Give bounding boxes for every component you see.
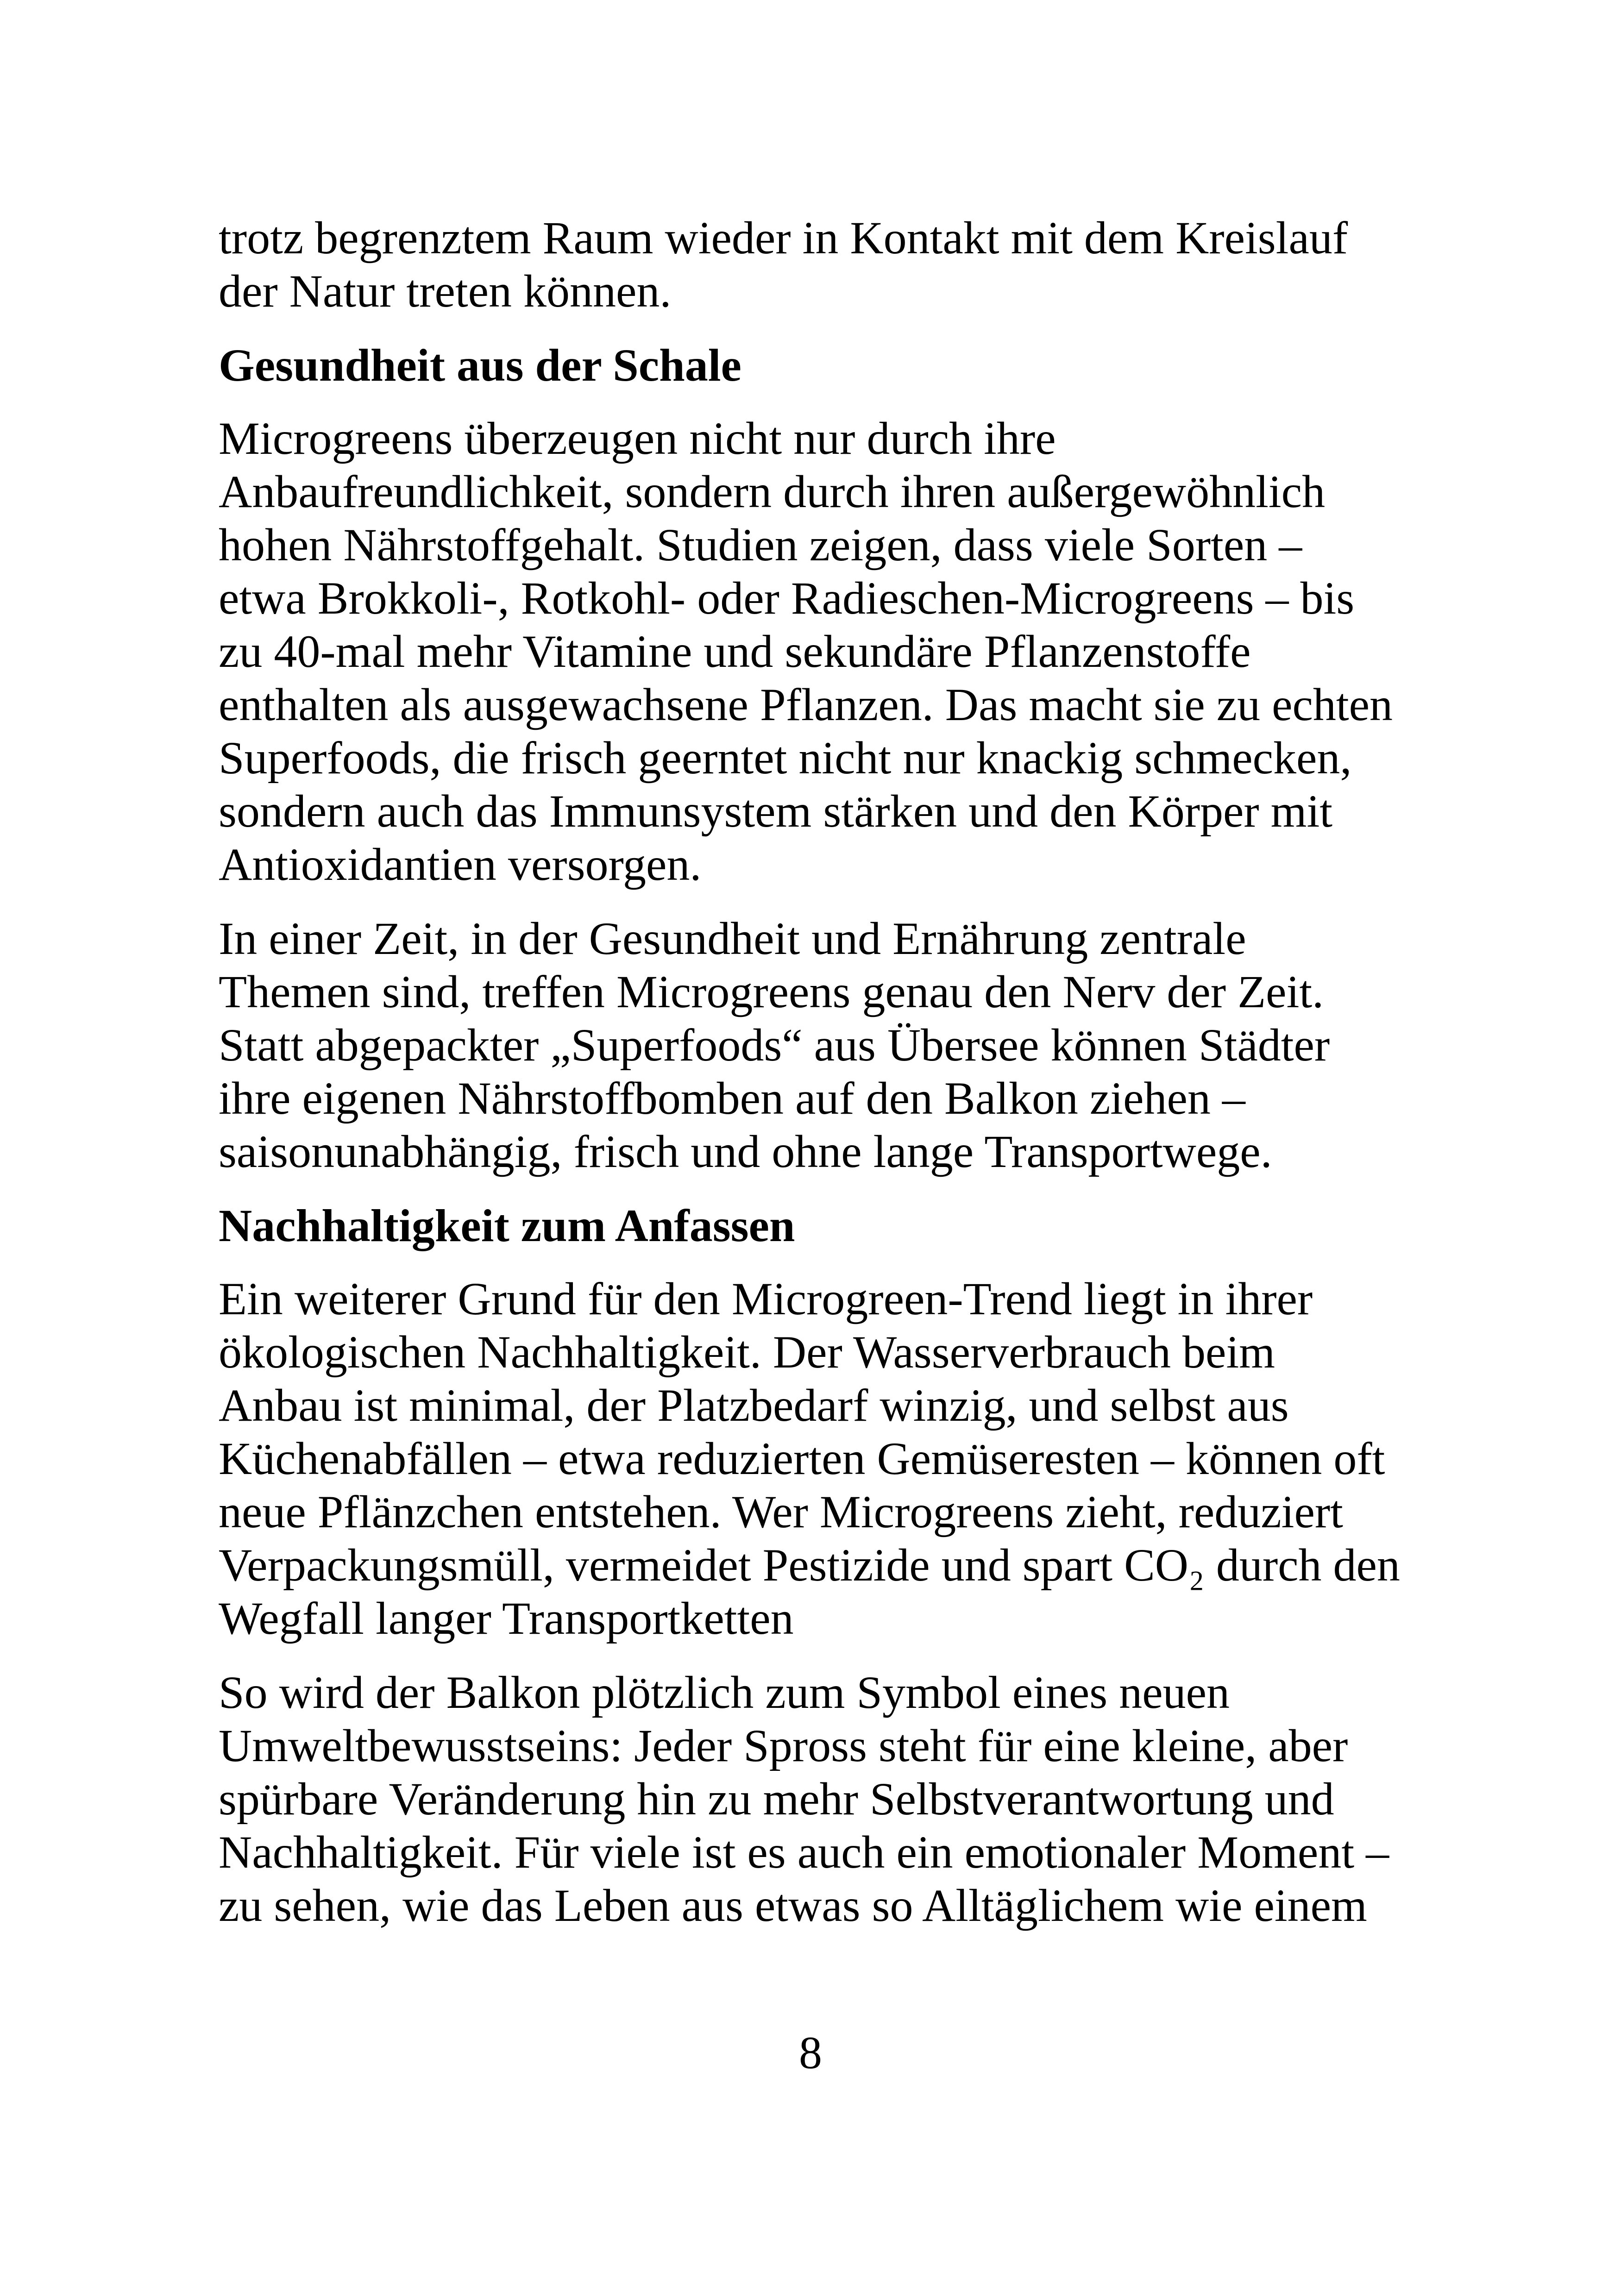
text-line: Umweltbewusstseins: Jeder Spross steht für eine kleine, aber [219,1720,1348,1771]
text-line: zu 40-mal mehr Vitamine und sekundäre Pflanzenstoffe [219,626,1251,677]
text-line: ihre eigenen Nährstoffbomben auf den Balkon ziehen – [219,1073,1245,1124]
text-line: Microgreens überzeugen nicht nur durch ihre [219,413,1056,464]
text-line: Antioxidantien versorgen. [219,839,702,890]
text-line: Wegfall langer Transportketten [219,1593,794,1644]
text-line: hohen Nährstoffgehalt. Studien zeigen, dass viele Sorten – [219,519,1302,571]
text-line: sondern auch das Immunsystem stärken und den Körper mit [219,785,1333,837]
section-heading-nachhaltigkeit [219,1199,1423,1252]
text-line: So wird der Balkon plötzlich zum Symbol eines neuen [219,1667,1230,1718]
text-line: Küchenabfällen – etwa reduzierten Gemüseresten – können oft [219,1433,1385,1484]
text-line: der Natur treten können. [219,265,672,317]
text-line: etwa Brokkoli-, Rotkohl- oder Radieschen-Microgreens – bis [219,572,1355,624]
paragraph-naehrstoffe [219,412,1423,891]
page-body [219,211,1423,1953]
text-line: neue Pflänzchen entstehen. Wer Microgreens zieht, reduziert [219,1486,1343,1537]
heading-text: Nachhaltigkeit zum Anfassen [219,1200,795,1251]
paragraph-zeitgeist [219,912,1423,1178]
heading-text: Gesundheit aus der Schale [219,339,741,391]
text-line: Verpackungsmüll, vermeidet Pestizide und spart CO₂ durch den [219,1539,1400,1591]
page-number: 8 [799,2027,822,2078]
paragraph-oekologie [219,1272,1423,1645]
text-line: Superfoods, die frisch geerntet nicht nur knackig schmecken, [219,732,1352,784]
text-line: Anbaufreundlichkeit, sondern durch ihren außergewöhnlich [219,466,1326,517]
text-line: enthalten als ausgewachsene Pflanzen. Das macht sie zu echten [219,679,1393,730]
text-line: Statt abgepackter „Superfoods“ aus Übersee können Städter [219,1019,1330,1071]
text-line: Themen sind, treffen Microgreens genau den Nerv der Zeit. [219,966,1324,1017]
text-line: trotz begrenztem Raum wieder in Kontakt mit dem Kreislauf [219,212,1348,263]
text-line: ökologischen Nachhaltigkeit. Der Wasserverbrauch beim [219,1326,1275,1378]
section-heading-gesundheit [219,339,1423,392]
text-line: Ein weiterer Grund für den Microgreen-Trend liegt in ihrer [219,1273,1313,1324]
text-line: saisonunabhängig, frisch und ohne lange Transportwege. [219,1126,1272,1177]
text-line: Nachhaltigkeit. Für viele ist es auch ein emotionaler Moment – [219,1826,1389,1878]
text-line: zu sehen, wie das Leben aus etwas so Alltäglichem wie einem [219,1880,1367,1931]
text-line: In einer Zeit, in der Gesundheit und Ernährung zentrale [219,913,1246,964]
paragraph-continuation [219,211,1423,318]
paragraph-umweltbewusstsein [219,1666,1423,1932]
text-line: Anbau ist minimal, der Platzbedarf winzig, und selbst aus [219,1380,1289,1431]
text-line: spürbare Veränderung hin zu mehr Selbstverantwortung und [219,1773,1334,1825]
